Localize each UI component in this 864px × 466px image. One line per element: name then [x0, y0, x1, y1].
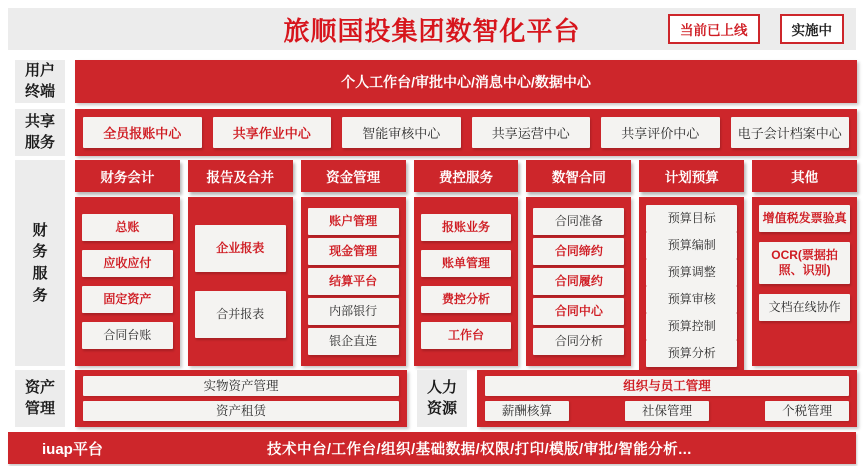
- finance-column-panel: [188, 197, 293, 366]
- finance-module: 文档在线协作: [759, 294, 850, 321]
- shared-service-module: 全员报账中心: [83, 117, 202, 148]
- row-label-human-resources: [417, 370, 467, 427]
- finance-module: 银企直连: [308, 328, 399, 355]
- page-title: 旅顺国投集团数智化平台: [283, 15, 581, 46]
- legend-badge: 当前已上线: [668, 14, 760, 44]
- finance-module: 总账: [82, 214, 173, 241]
- status-legend: [668, 14, 844, 44]
- hr-module: 薪酬核算: [485, 401, 569, 421]
- finance-column-panel: [752, 197, 857, 366]
- row-label-asset-management: [15, 370, 65, 427]
- finance-module: 合同履约: [533, 268, 624, 295]
- finance-column-panel: [639, 197, 744, 375]
- asset-management-container: [75, 370, 407, 427]
- finance-module: 费控分析: [421, 286, 512, 313]
- finance-column-header: 资金管理: [301, 160, 406, 192]
- finance-module: 现金管理: [308, 238, 399, 265]
- finance-column: [301, 160, 406, 366]
- user-terminal-bar: 个人工作台/审批中心/消息中心/数据中心: [75, 60, 857, 103]
- finance-column: [526, 160, 631, 366]
- platform-modules: 技术中台/工作台/组织/基础数据/权限/打印/模版/审批/智能分析...: [267, 441, 692, 458]
- finance-module: 预算编制: [646, 232, 737, 259]
- row-label-text: 用户终端: [24, 62, 55, 100]
- finance-column-panel: [301, 197, 406, 366]
- asset-module: 资产租赁: [83, 401, 399, 421]
- legend-badge: 实施中: [780, 14, 845, 44]
- finance-module: 工作台: [421, 322, 512, 349]
- finance-column-header: 费控服务: [414, 160, 519, 192]
- finance-column-header: 报告及合并: [188, 160, 293, 192]
- finance-module: 合同缔约: [533, 238, 624, 265]
- finance-column-header: 财务会计: [75, 160, 180, 192]
- finance-services-row: [0, 160, 864, 366]
- finance-module: 预算目标: [646, 205, 737, 232]
- shared-service-module: 共享运营中心: [472, 117, 591, 148]
- shared-service-module: 共享评价中心: [601, 117, 720, 148]
- finance-module: 预算控制: [646, 313, 737, 340]
- row-label-text: 资产管理: [24, 379, 55, 417]
- platform-name: iuap平台: [42, 440, 103, 458]
- finance-column-header: 计划预算: [639, 160, 744, 192]
- finance-module: 合同分析: [533, 328, 624, 355]
- finance-module: 预算分析: [646, 340, 737, 367]
- shared-service-module: 电子会计档案中心: [731, 117, 850, 148]
- finance-module: 应收应付: [82, 250, 173, 277]
- asset-module: 实物资产管理: [83, 376, 399, 396]
- finance-module: 内部银行: [308, 298, 399, 325]
- finance-module: 报账业务: [421, 214, 512, 241]
- finance-module: 固定资产: [82, 286, 173, 313]
- finance-module: 合同中心: [533, 298, 624, 325]
- row-label-user-terminal: [15, 60, 65, 103]
- finance-column-panel: [414, 197, 519, 366]
- platform-architecture-diagram: [0, 8, 864, 466]
- finance-column: [188, 160, 293, 366]
- finance-module: 账单管理: [421, 250, 512, 277]
- platform-bar: [8, 432, 856, 464]
- finance-module: 增值税发票验真: [759, 205, 850, 232]
- shared-services-row: [0, 109, 864, 156]
- finance-module: 账户管理: [308, 208, 399, 235]
- finance-column-header: 其他: [752, 160, 857, 192]
- hr-module: 个税管理: [765, 401, 849, 421]
- row-label-text: 财务服务: [32, 221, 48, 304]
- shared-services-container: [75, 109, 857, 156]
- hr-container: [477, 370, 857, 427]
- title-bar: [8, 8, 856, 50]
- finance-column: [752, 160, 857, 366]
- finance-column: [414, 160, 519, 366]
- finance-module: 合同准备: [533, 208, 624, 235]
- finance-column-panel: [526, 197, 631, 366]
- user-terminal-row: [0, 60, 864, 103]
- finance-module: 预算审核: [646, 286, 737, 313]
- finance-column: [75, 160, 180, 366]
- finance-grid: [75, 160, 857, 366]
- finance-module: 企业报表: [195, 225, 286, 272]
- hr-primary-module: 组织与员工管理: [485, 376, 849, 396]
- finance-module: OCR(票据拍照、识别): [759, 242, 850, 284]
- finance-module: 合同台账: [82, 322, 173, 349]
- hr-modules-row: [485, 401, 849, 421]
- row-label-finance-services: [15, 160, 65, 366]
- finance-column-header: 数智合同: [526, 160, 631, 192]
- finance-module: 合并报表: [195, 291, 286, 338]
- shared-service-module: 智能审核中心: [342, 117, 461, 148]
- hr-module: 社保管理: [625, 401, 709, 421]
- asset-hr-row: [0, 370, 864, 427]
- shared-service-module: 共享作业中心: [213, 117, 332, 148]
- finance-module: 结算平台: [308, 268, 399, 295]
- finance-column: [639, 160, 744, 366]
- finance-column-panel: [75, 197, 180, 366]
- row-label-shared-services: [15, 109, 65, 156]
- finance-module: 预算调整: [646, 259, 737, 286]
- row-label-text: 人力资源: [426, 379, 457, 417]
- row-label-text: 共享服务: [24, 113, 55, 151]
